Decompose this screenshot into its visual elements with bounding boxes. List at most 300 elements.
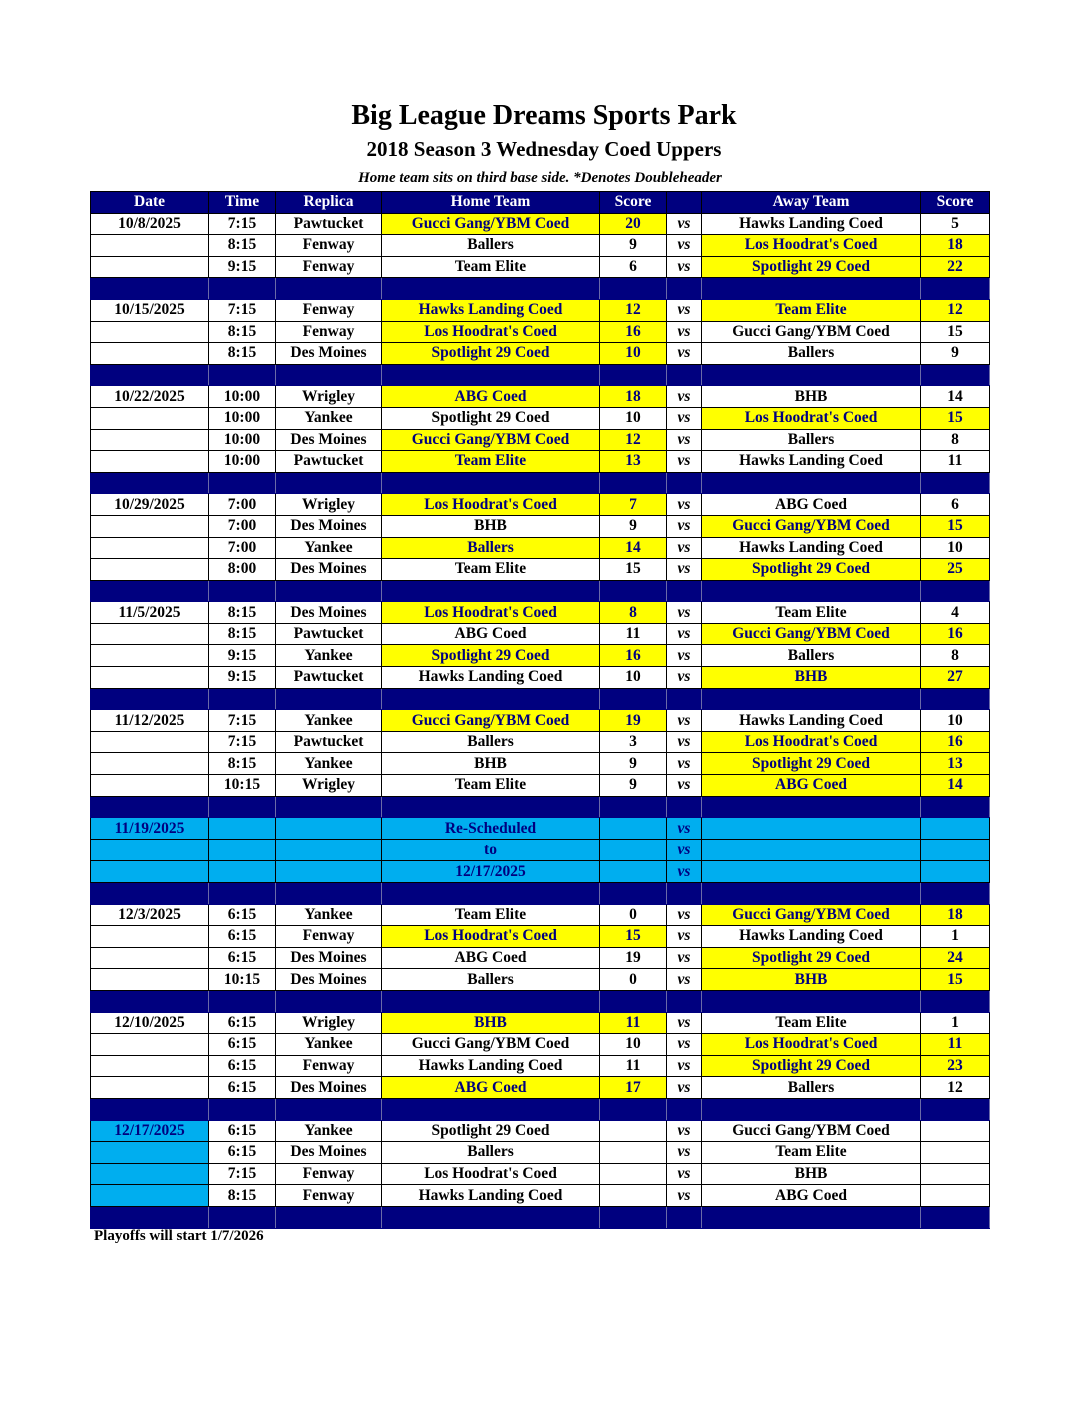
game-row [91,213,990,235]
separator-cell [382,1206,600,1228]
game-row [91,969,990,991]
away-score: 25 [921,559,990,581]
away-team: BHB [702,1163,921,1185]
home-score: 9 [600,753,667,775]
game-row [91,407,990,429]
game-date: 10/8/2025 [91,213,209,235]
week-separator-row [91,472,990,494]
game-time: 6:15 [209,1012,276,1034]
away-team: Team Elite [702,602,921,624]
replica-field: Des Moines [276,343,382,365]
week-separator-row [91,883,990,905]
game-date: 10/15/2025 [91,299,209,321]
separator-cell [91,688,209,710]
away-team: Hawks Landing Coed [702,926,921,948]
home-score: 10 [600,667,667,689]
game-time: 6:15 [209,1077,276,1099]
replica-field: Yankee [276,753,382,775]
replica-field: Fenway [276,299,382,321]
game-date [91,839,209,861]
game-time: 6:15 [209,1055,276,1077]
game-date [91,537,209,559]
away-score: 6 [921,494,990,516]
separator-cell [921,472,990,494]
game-time: 8:15 [209,235,276,257]
away-score: 23 [921,1055,990,1077]
separator-cell [276,472,382,494]
separator-cell [382,278,600,300]
vs-label: vs [667,969,702,991]
separator-cell [667,883,702,905]
separator-cell [382,990,600,1012]
separator-cell [921,580,990,602]
away-team: ABG Coed [702,494,921,516]
vs-label: vs [667,407,702,429]
header-away-team: Away Team [702,192,921,214]
game-row [91,494,990,516]
home-team: Gucci Gang/YBM Coed [382,710,600,732]
game-date [91,1142,209,1164]
home-team: Spotlight 29 Coed [382,343,600,365]
away-team [702,861,921,883]
game-row [91,926,990,948]
home-score: 8 [600,602,667,624]
home-score: 19 [600,947,667,969]
home-score [600,1185,667,1207]
game-row [91,1185,990,1207]
separator-cell [921,990,990,1012]
away-team: Gucci Gang/YBM Coed [702,1120,921,1142]
game-date [91,429,209,451]
game-row [91,1012,990,1034]
away-score: 15 [921,969,990,991]
game-date [91,559,209,581]
separator-cell [702,1206,921,1228]
away-score: 8 [921,645,990,667]
game-time: 6:15 [209,947,276,969]
away-team: BHB [702,969,921,991]
vs-label: vs [667,602,702,624]
home-score: 17 [600,1077,667,1099]
separator-cell [276,883,382,905]
away-score: 4 [921,602,990,624]
separator-cell [921,1098,990,1120]
home-team: 12/17/2025 [382,861,600,883]
game-row [91,515,990,537]
away-team: Gucci Gang/YBM Coed [702,904,921,926]
separator-cell [276,796,382,818]
game-row [91,537,990,559]
separator-cell [702,796,921,818]
vs-label: vs [667,213,702,235]
away-team: Hawks Landing Coed [702,451,921,473]
away-score: 1 [921,926,990,948]
game-time: 7:15 [209,710,276,732]
replica-field: Pawtucket [276,213,382,235]
away-team: Los Hoodrat's Coed [702,1034,921,1056]
game-time: 7:00 [209,537,276,559]
replica-field: Des Moines [276,947,382,969]
game-date [91,969,209,991]
separator-cell [209,472,276,494]
game-row [91,429,990,451]
replica-field: Fenway [276,1055,382,1077]
replica-field: Yankee [276,645,382,667]
replica-field [276,818,382,840]
separator-cell [667,278,702,300]
week-separator-row [91,1098,990,1120]
away-team: Ballers [702,429,921,451]
home-score: 3 [600,731,667,753]
home-score: 12 [600,299,667,321]
separator-cell [209,990,276,1012]
home-team: Ballers [382,235,600,257]
away-team: Hawks Landing Coed [702,537,921,559]
game-time: 6:15 [209,904,276,926]
replica-field: Des Moines [276,1142,382,1164]
replica-field: Fenway [276,926,382,948]
game-time: 9:15 [209,667,276,689]
game-row [91,1120,990,1142]
week-separator-row [91,796,990,818]
home-score: 11 [600,623,667,645]
away-team: Spotlight 29 Coed [702,1055,921,1077]
vs-label: vs [667,494,702,516]
home-score [600,1163,667,1185]
game-date [91,947,209,969]
vs-label: vs [667,1034,702,1056]
replica-field: Yankee [276,407,382,429]
separator-cell [276,364,382,386]
home-team: Team Elite [382,559,600,581]
game-row [91,861,990,883]
replica-field: Des Moines [276,515,382,537]
vs-label: vs [667,1142,702,1164]
away-team [702,818,921,840]
separator-cell [702,472,921,494]
away-score [921,839,990,861]
home-team: Team Elite [382,904,600,926]
home-team: Spotlight 29 Coed [382,645,600,667]
away-score: 12 [921,1077,990,1099]
separator-cell [600,688,667,710]
home-score: 16 [600,645,667,667]
vs-label: vs [667,623,702,645]
game-time [209,818,276,840]
separator-cell [382,796,600,818]
separator-cell [276,1098,382,1120]
game-row [91,775,990,797]
away-score: 14 [921,775,990,797]
game-date [91,623,209,645]
vs-label: vs [667,515,702,537]
replica-field: Des Moines [276,969,382,991]
vs-label: vs [667,235,702,257]
separator-cell [600,1098,667,1120]
schedule-table [90,191,990,1229]
replica-field: Fenway [276,1185,382,1207]
game-time: 8:15 [209,623,276,645]
game-date: 11/19/2025 [91,818,209,840]
separator-cell [702,1098,921,1120]
separator-cell [209,688,276,710]
replica-field: Pawtucket [276,451,382,473]
vs-label: vs [667,559,702,581]
game-time: 7:15 [209,213,276,235]
game-row [91,947,990,969]
header-home-team: Home Team [382,192,600,214]
vs-label: vs [667,451,702,473]
away-team: Ballers [702,1077,921,1099]
game-time: 10:00 [209,429,276,451]
header-date: Date [91,192,209,214]
home-score [600,818,667,840]
away-team: Spotlight 29 Coed [702,947,921,969]
away-score [921,818,990,840]
game-row [91,753,990,775]
separator-cell [600,883,667,905]
separator-cell [600,472,667,494]
separator-cell [600,278,667,300]
game-row [91,256,990,278]
home-team: Team Elite [382,775,600,797]
game-time: 10:15 [209,775,276,797]
replica-field: Pawtucket [276,667,382,689]
replica-field: Des Moines [276,602,382,624]
home-team-note: Home team sits on third base side. *Denotes Doubleheader [358,170,722,186]
away-team: Team Elite [702,1142,921,1164]
home-team: Los Hoodrat's Coed [382,1163,600,1185]
game-time: 6:15 [209,1034,276,1056]
game-row [91,602,990,624]
game-time: 8:15 [209,1185,276,1207]
away-score [921,1163,990,1185]
home-team: ABG Coed [382,1077,600,1099]
game-time: 6:15 [209,1142,276,1164]
replica-field: Des Moines [276,1077,382,1099]
home-score [600,1120,667,1142]
away-team: Hawks Landing Coed [702,213,921,235]
vs-label: vs [667,1077,702,1099]
vs-label: vs [667,926,702,948]
home-team: BHB [382,753,600,775]
home-team: Spotlight 29 Coed [382,407,600,429]
game-time: 7:15 [209,731,276,753]
home-team: Ballers [382,537,600,559]
home-score: 14 [600,537,667,559]
away-score: 10 [921,710,990,732]
home-team: Ballers [382,969,600,991]
away-team: Team Elite [702,1012,921,1034]
game-row [91,818,990,840]
vs-label: vs [667,343,702,365]
vs-label: vs [667,1055,702,1077]
week-separator-row [91,364,990,386]
away-score: 16 [921,623,990,645]
separator-cell [209,580,276,602]
game-date: 11/12/2025 [91,710,209,732]
game-date [91,1077,209,1099]
separator-cell [921,883,990,905]
separator-cell [382,1098,600,1120]
game-row [91,1034,990,1056]
week-separator-row [91,580,990,602]
game-date [91,775,209,797]
separator-cell [276,1206,382,1228]
away-score: 9 [921,343,990,365]
replica-field: Des Moines [276,429,382,451]
game-date: 11/5/2025 [91,602,209,624]
game-time: 8:00 [209,559,276,581]
replica-field: Yankee [276,710,382,732]
game-time: 9:15 [209,256,276,278]
game-time: 10:15 [209,969,276,991]
game-date [91,1185,209,1207]
vs-label: vs [667,818,702,840]
separator-cell [382,883,600,905]
game-time: 8:15 [209,343,276,365]
home-score [600,1142,667,1164]
away-score [921,1185,990,1207]
game-time: 6:15 [209,926,276,948]
vs-label: vs [667,299,702,321]
away-score: 24 [921,947,990,969]
game-row [91,623,990,645]
separator-cell [702,990,921,1012]
separator-cell [600,580,667,602]
playoffs-note: Playoffs will start 1/7/2026 [94,1228,264,1244]
away-team: Spotlight 29 Coed [702,753,921,775]
home-score: 12 [600,429,667,451]
vs-label: vs [667,710,702,732]
page-subtitle: 2018 Season 3 Wednesday Coed Uppers [366,137,722,161]
game-date: 12/17/2025 [91,1120,209,1142]
separator-cell [702,883,921,905]
home-team: BHB [382,1012,600,1034]
header-away-score: Score [921,192,990,214]
home-score: 10 [600,407,667,429]
home-score [600,861,667,883]
away-team: Ballers [702,645,921,667]
vs-label: vs [667,537,702,559]
separator-cell [600,796,667,818]
game-row [91,299,990,321]
game-date [91,407,209,429]
away-team: Los Hoodrat's Coed [702,731,921,753]
vs-label: vs [667,1185,702,1207]
separator-cell [91,990,209,1012]
separator-cell [91,278,209,300]
away-score: 11 [921,1034,990,1056]
away-team: Spotlight 29 Coed [702,559,921,581]
vs-label: vs [667,1012,702,1034]
home-team: Hawks Landing Coed [382,299,600,321]
away-team: Gucci Gang/YBM Coed [702,623,921,645]
separator-cell [702,278,921,300]
replica-field: Yankee [276,904,382,926]
game-row [91,235,990,257]
vs-label: vs [667,731,702,753]
home-team: ABG Coed [382,623,600,645]
separator-cell [921,1206,990,1228]
game-row [91,1142,990,1164]
replica-field [276,839,382,861]
game-date [91,731,209,753]
separator-cell [209,883,276,905]
away-score: 15 [921,407,990,429]
separator-cell [667,1206,702,1228]
vs-label: vs [667,429,702,451]
game-date: 12/10/2025 [91,1012,209,1034]
separator-cell [91,472,209,494]
away-score: 14 [921,386,990,408]
home-team: Spotlight 29 Coed [382,1120,600,1142]
home-score [600,839,667,861]
separator-cell [382,364,600,386]
home-team: Los Hoodrat's Coed [382,926,600,948]
away-score: 13 [921,753,990,775]
replica-field: Wrigley [276,775,382,797]
separator-cell [276,688,382,710]
schedule-body [91,213,990,1228]
game-date [91,1034,209,1056]
game-time: 8:15 [209,753,276,775]
game-row [91,386,990,408]
away-score: 22 [921,256,990,278]
home-team: Ballers [382,1142,600,1164]
vs-label: vs [667,1163,702,1185]
away-score [921,1142,990,1164]
replica-field: Fenway [276,256,382,278]
separator-cell [667,472,702,494]
away-score: 1 [921,1012,990,1034]
home-team: Hawks Landing Coed [382,1185,600,1207]
vs-label: vs [667,861,702,883]
game-row [91,1055,990,1077]
header-row [91,192,990,214]
separator-cell [382,580,600,602]
away-team: BHB [702,386,921,408]
game-time: 7:15 [209,299,276,321]
separator-cell [667,796,702,818]
game-time: 7:15 [209,1163,276,1185]
home-score: 20 [600,213,667,235]
home-team: Hawks Landing Coed [382,1055,600,1077]
home-team: Los Hoodrat's Coed [382,602,600,624]
separator-cell [209,1098,276,1120]
separator-cell [91,1098,209,1120]
away-score: 8 [921,429,990,451]
vs-label: vs [667,753,702,775]
separator-cell [667,364,702,386]
separator-cell [91,796,209,818]
game-date [91,926,209,948]
game-date [91,256,209,278]
away-team: Los Hoodrat's Coed [702,407,921,429]
away-team: Spotlight 29 Coed [702,256,921,278]
separator-cell [209,796,276,818]
away-score: 12 [921,299,990,321]
replica-field: Yankee [276,1120,382,1142]
separator-cell [600,364,667,386]
game-time: 10:00 [209,386,276,408]
game-date [91,667,209,689]
game-date [91,343,209,365]
header-vs [667,192,702,214]
vs-label: vs [667,667,702,689]
game-row [91,645,990,667]
away-team: ABG Coed [702,1185,921,1207]
